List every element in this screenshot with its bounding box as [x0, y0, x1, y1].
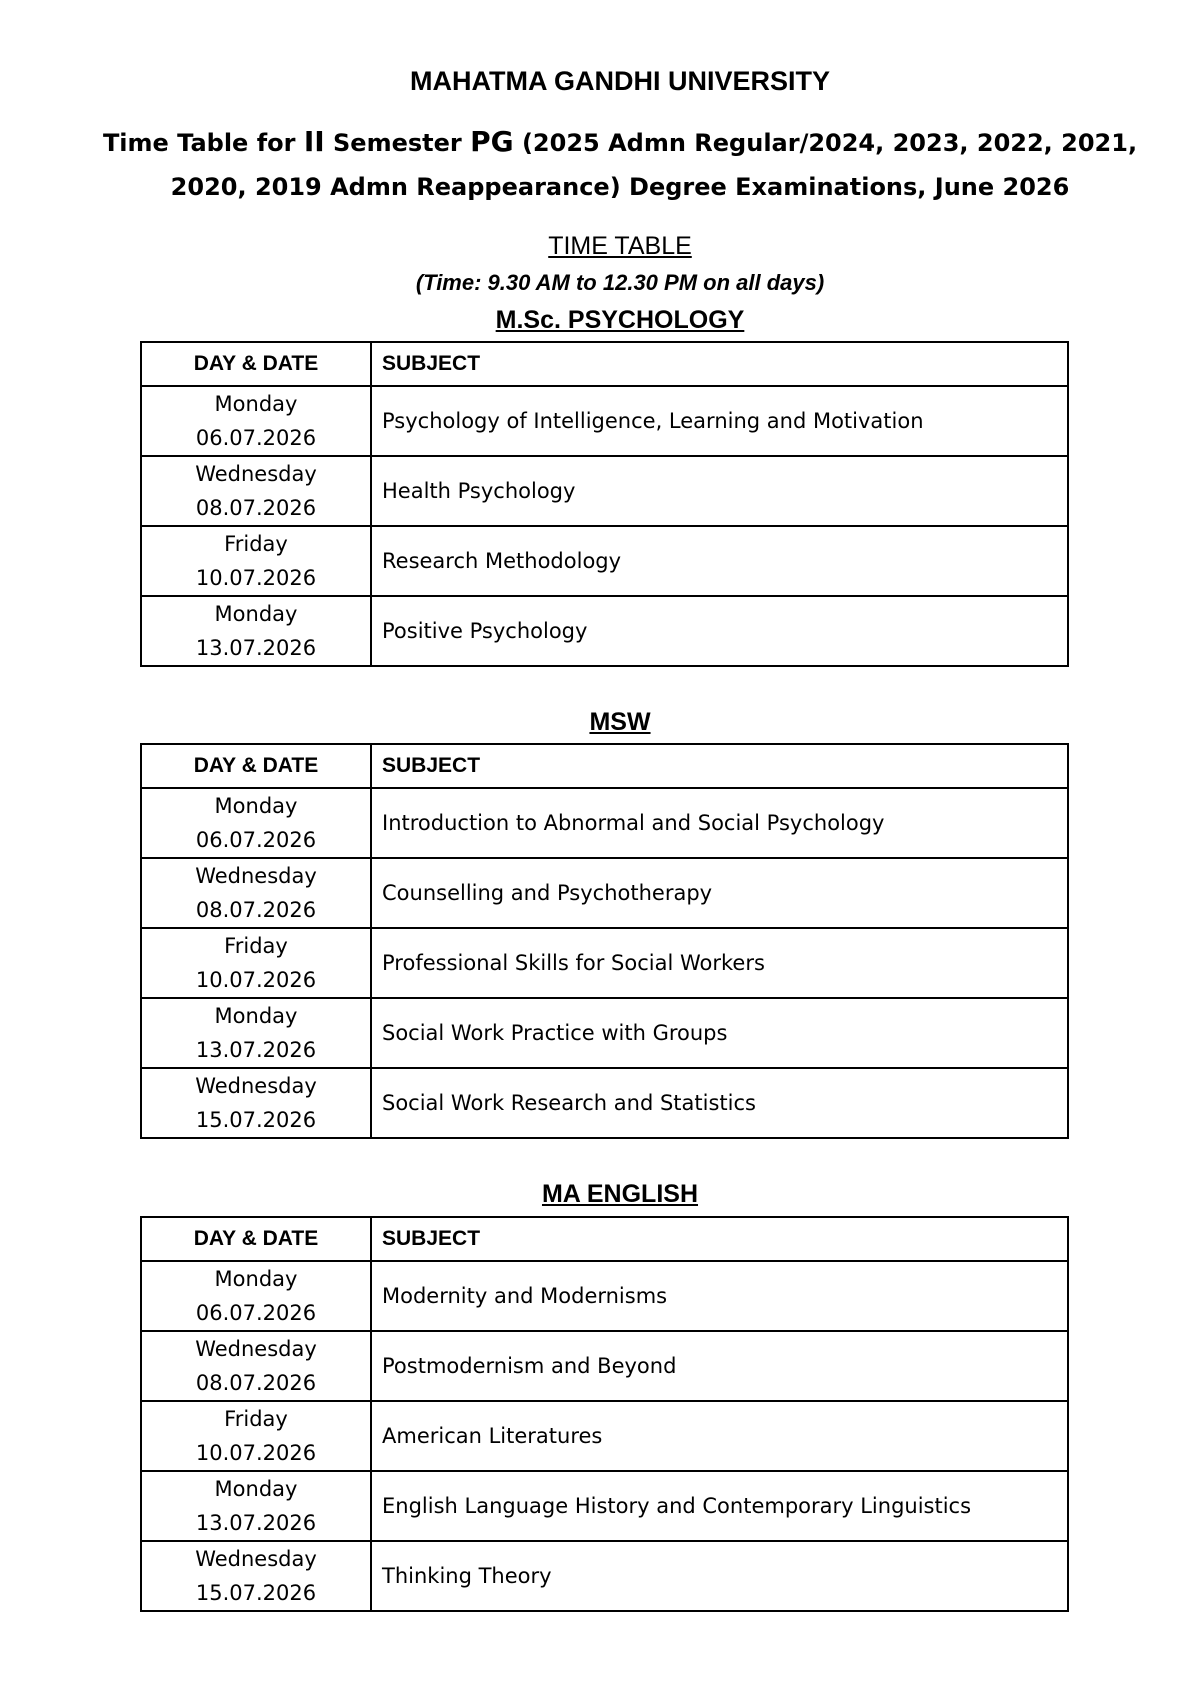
- date: 13.07.2026: [195, 636, 317, 660]
- subject-cell: Modernity and Modernisms: [371, 1261, 1068, 1331]
- date: 10.07.2026: [195, 1441, 317, 1465]
- table-row: [141, 998, 1068, 1068]
- date: 13.07.2026: [195, 1038, 317, 1062]
- day: Monday: [214, 392, 298, 416]
- subject-header: SUBJECT: [371, 744, 1068, 788]
- subtitle-mid: Semester: [324, 129, 471, 157]
- table-row: [141, 596, 1068, 666]
- day-date-cell: [141, 1068, 371, 1138]
- day-date-cell: [141, 928, 371, 998]
- subject-cell: Social Work Research and Statistics: [371, 1068, 1068, 1138]
- date: 08.07.2026: [195, 898, 317, 922]
- day: Wednesday: [195, 1547, 317, 1571]
- day: Wednesday: [195, 864, 317, 888]
- day: Wednesday: [195, 1074, 317, 1098]
- section-title-msw: MSW: [589, 708, 651, 736]
- table-row: [141, 1541, 1068, 1611]
- date: 06.07.2026: [195, 426, 317, 450]
- day-date-cell: [141, 1471, 371, 1541]
- table-row: [141, 1068, 1068, 1138]
- day-date-cell: [141, 858, 371, 928]
- subject-header: SUBJECT: [371, 342, 1068, 386]
- date: 15.07.2026: [195, 1581, 317, 1605]
- subject-cell: Counselling and Psychotherapy: [371, 858, 1068, 928]
- subject-cell: Research Methodology: [371, 526, 1068, 596]
- subtitle-pg: PG: [470, 125, 514, 158]
- day-date-cell: [141, 998, 371, 1068]
- day-date-header: DAY & DATE: [141, 342, 371, 386]
- day-date-cell: [141, 456, 371, 526]
- date: 15.07.2026: [195, 1108, 317, 1132]
- table-header-row: [141, 744, 1068, 788]
- table-row: [141, 928, 1068, 998]
- subject-cell: Psychology of Intelligence, Learning and Motivation: [371, 386, 1068, 456]
- date: 10.07.2026: [195, 968, 317, 992]
- table-row: [141, 456, 1068, 526]
- day-date-cell: [141, 526, 371, 596]
- day: Monday: [214, 602, 298, 626]
- day: Monday: [214, 794, 298, 818]
- subtitle-semester: II: [303, 125, 325, 158]
- subject-cell: Professional Skills for Social Workers: [371, 928, 1068, 998]
- day-date-cell: [141, 386, 371, 456]
- day-date-cell: [141, 596, 371, 666]
- day-date-header: DAY & DATE: [141, 744, 371, 788]
- day-date-cell: [141, 1261, 371, 1331]
- table-row: [141, 386, 1068, 456]
- table-row: [141, 1471, 1068, 1541]
- date: 10.07.2026: [195, 566, 317, 590]
- subject-cell: Positive Psychology: [371, 596, 1068, 666]
- day: Wednesday: [195, 1337, 317, 1361]
- subtitle-rest: (2025 Admn Regular/2024, 2023, 2022, 2021, 2020, 2019 Admn Reappearance) Degree Examinations, June 2026: [170, 129, 1138, 201]
- subject-cell: English Language History and Contemporary Linguistics: [371, 1471, 1068, 1541]
- day: Friday: [224, 532, 288, 556]
- section-title-ma-english: MA ENGLISH: [541, 1180, 699, 1208]
- subject-cell: Social Work Practice with Groups: [371, 998, 1068, 1068]
- date: 08.07.2026: [195, 496, 317, 520]
- table-row: [141, 526, 1068, 596]
- table-row: [141, 1401, 1068, 1471]
- section-title-psychology: M.Sc. PSYCHOLOGY: [495, 306, 745, 334]
- subject-cell: Thinking Theory: [371, 1541, 1068, 1611]
- day: Monday: [214, 1477, 298, 1501]
- timetable-msw: [140, 743, 1069, 1139]
- day-date-header: DAY & DATE: [141, 1217, 371, 1261]
- day-date-cell: [141, 788, 371, 858]
- date: 06.07.2026: [195, 828, 317, 852]
- table-row: [141, 858, 1068, 928]
- day-date-cell: [141, 1541, 371, 1611]
- table-row: [141, 1331, 1068, 1401]
- day: Monday: [214, 1267, 298, 1291]
- subject-cell: American Literatures: [371, 1401, 1068, 1471]
- exam-subtitle: [100, 120, 1140, 209]
- timetable-ma-english: [140, 1216, 1069, 1612]
- day: Friday: [224, 934, 288, 958]
- university-title: MAHATMA GANDHI UNIVERSITY: [410, 66, 830, 96]
- subject-cell: Postmodernism and Beyond: [371, 1331, 1068, 1401]
- subtitle-prefix: Time Table for: [102, 129, 304, 157]
- subject-cell: Introduction to Abnormal and Social Psychology: [371, 788, 1068, 858]
- day: Wednesday: [195, 462, 317, 486]
- day: Friday: [224, 1407, 288, 1431]
- table-row: [141, 1261, 1068, 1331]
- table-header-row: [141, 342, 1068, 386]
- date: 08.07.2026: [195, 1371, 317, 1395]
- date: 06.07.2026: [195, 1301, 317, 1325]
- day-date-cell: [141, 1331, 371, 1401]
- subject-header: SUBJECT: [371, 1217, 1068, 1261]
- table-row: [141, 788, 1068, 858]
- timetable-psychology: [140, 341, 1069, 667]
- time-note: (Time: 9.30 AM to 12.30 PM on all days): [415, 270, 825, 295]
- day: Monday: [214, 1004, 298, 1028]
- subject-cell: Health Psychology: [371, 456, 1068, 526]
- table-header-row: [141, 1217, 1068, 1261]
- date: 13.07.2026: [195, 1511, 317, 1535]
- day-date-cell: [141, 1401, 371, 1471]
- time-table-heading: TIME TABLE: [548, 232, 692, 260]
